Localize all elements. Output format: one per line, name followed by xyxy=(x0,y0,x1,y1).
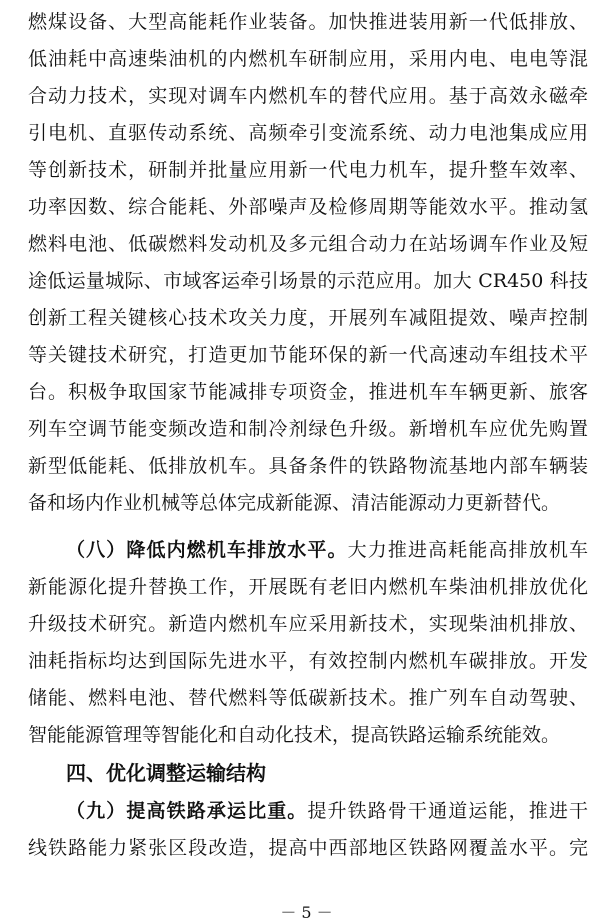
section-9-title: （九）提高铁路承运比重。 xyxy=(66,800,308,822)
paragraph-line: 燃煤设备、大型高能耗作业装备。加快推进装用新一代低排放、 xyxy=(28,11,588,33)
chapter-heading: 四、优化调整运输结构 xyxy=(66,761,266,785)
paragraph-line: 线铁路能力紧张区段改造，提高中西部地区铁路网覆盖水平。完 xyxy=(28,837,588,859)
page-number: － 5 － xyxy=(280,903,333,922)
paragraph-line: 等关键技术研究，打造更加节能环保的新一代高速动车组技术平 xyxy=(28,344,588,366)
paragraph-line: 创新工程关键核心技术攻关力度，开展列车减阻提效、噪声控制 xyxy=(28,307,588,329)
paragraph-line: 备和场内作业机械等总体完成新能源、清洁能源动力更新替代。 xyxy=(28,492,561,514)
paragraph-line: 等创新技术，研制并批量应用新一代电力机车，提升整车效率、 xyxy=(28,159,588,181)
section-8-first-line xyxy=(66,538,588,562)
paragraph-line: 台。积极争取国家节能减排专项资金，推进机车车辆更新、旅客 xyxy=(28,381,588,403)
paragraph-line: 列车空调节能变频改造和制冷剂绿色升级。新增机车应优先购置 xyxy=(28,418,588,440)
paragraph-line: 油耗指标均达到国际先进水平，有效控制内燃机车碳排放。开发 xyxy=(28,650,588,672)
paragraph-line: 新型低能耗、低排放机车。具备条件的铁路物流基地内部车辆装 xyxy=(28,455,588,477)
section-9-text: 提升铁路骨干通道运能，推进干 xyxy=(307,800,588,822)
paragraph-line: 低油耗中高速柴油机的内燃机车研制应用，采用内电、电电等混 xyxy=(28,48,588,70)
paragraph-line: 途低运量城际、市域客运牵引场景的示范应用。加大 CR450 科技 xyxy=(28,270,588,292)
paragraph-line: 引电机、直驱传动系统、高频牵引变流系统、动力电池集成应用 xyxy=(28,122,588,144)
section-9-first-line xyxy=(66,799,588,823)
paragraph-line: 升级技术研究。新造内燃机车应采用新技术，实现柴油机排放、 xyxy=(28,613,588,635)
section-8-text: 大力推进高耗能高排放机车 xyxy=(347,539,588,561)
paragraph-line: 燃料电池、低碳燃料发动机及多元组合动力在站场调车作业及短 xyxy=(28,233,588,255)
paragraph-line: 新能源化提升替换工作，开展既有老旧内燃机车柴油机排放优化 xyxy=(28,576,588,598)
paragraph-line: 智能能源管理等智能化和自动化技术，提高铁路运输系统能效。 xyxy=(28,724,561,746)
section-8-title: （八）降低内燃机车排放水平。 xyxy=(66,539,348,561)
paragraph-line: 合动力技术，实现对调车内燃机车的替代应用。基于高效永磁牵 xyxy=(28,85,588,107)
paragraph-line: 储能、燃料电池、替代燃料等低碳新技术。推广列车自动驾驶、 xyxy=(28,687,588,709)
paragraph-line: 功率因数、综合能耗、外部噪声及检修周期等能效水平。推动氢 xyxy=(28,196,588,218)
